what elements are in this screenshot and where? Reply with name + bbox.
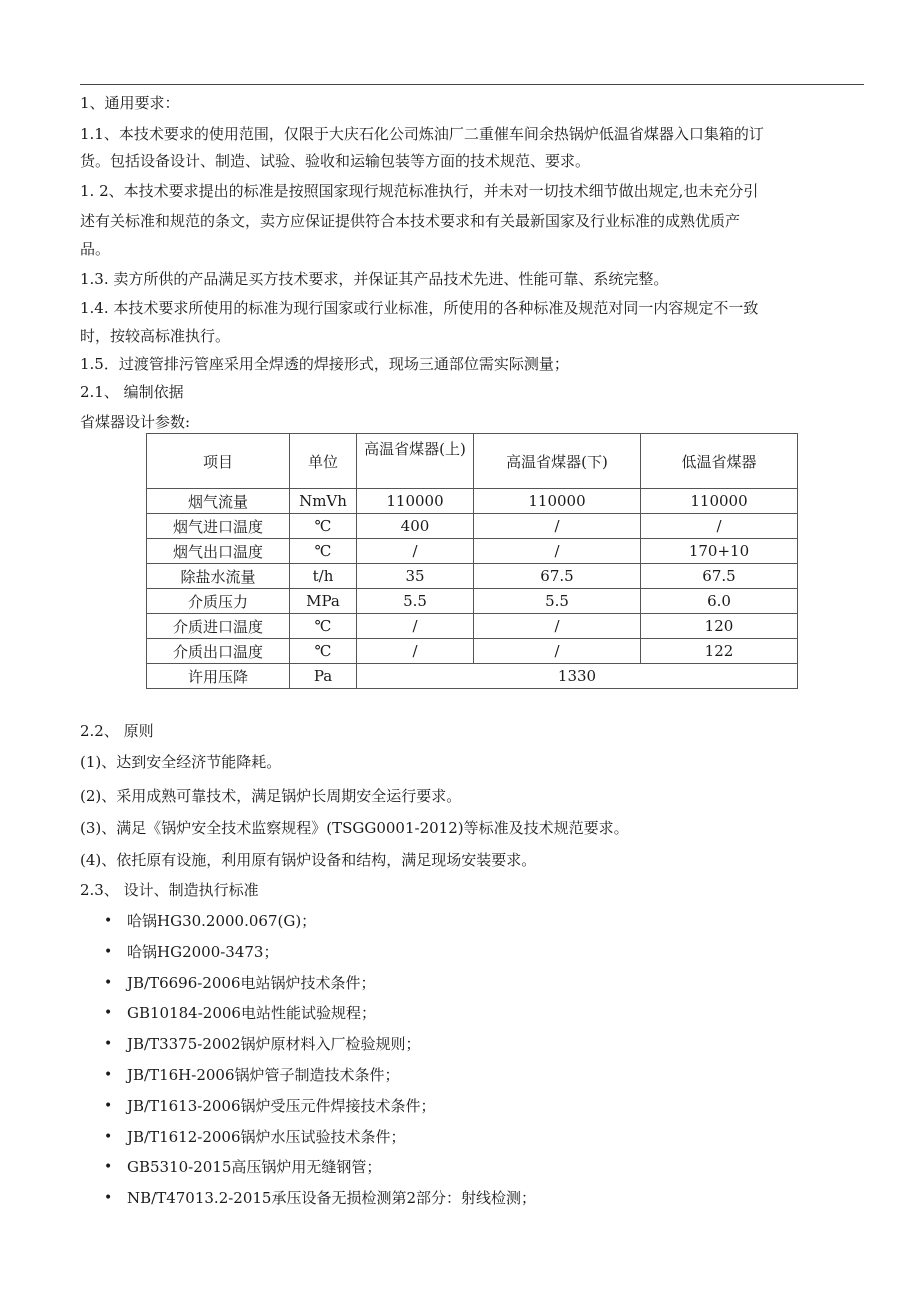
table-cell: / bbox=[357, 639, 474, 664]
list-item: • JB/T16H-2006锅炉管子制造技术条件； bbox=[100, 1060, 536, 1091]
principle-4: (4)、依托原有设施，利用原有锅炉设备和结构，满足现场安装要求。 bbox=[80, 851, 537, 869]
table-cell: 67.5 bbox=[641, 564, 798, 589]
para-1-2-line-3: 品。 bbox=[80, 240, 111, 258]
table-row bbox=[147, 664, 798, 689]
table-cell: 5.5 bbox=[474, 589, 641, 614]
table-cell: 67.5 bbox=[474, 564, 641, 589]
table-cell: 烟气进口温度 bbox=[147, 514, 290, 539]
table-row bbox=[147, 589, 798, 614]
table-cell: 烟气出口温度 bbox=[147, 539, 290, 564]
table-header-row bbox=[147, 434, 798, 489]
header-cell: 单位 bbox=[290, 434, 357, 489]
para-1-1-line-1: 1.1、本技术要求的使用范围，仅限于大庆石化公司炼油厂二重催车间余热锅炉低温省煤器入口集箱的订 bbox=[80, 125, 764, 143]
list-item: • 哈锅HG30.2000.067(G)； bbox=[100, 906, 536, 937]
table-cell: 170+10 bbox=[641, 539, 798, 564]
table-cell: 122 bbox=[641, 639, 798, 664]
table-row bbox=[147, 489, 798, 514]
table-cell: / bbox=[474, 539, 641, 564]
table-row bbox=[147, 539, 798, 564]
header-cell: 低温省煤器 bbox=[641, 434, 798, 489]
table-cell: 介质压力 bbox=[147, 589, 290, 614]
section-2-2-heading: 2.2、 原则 bbox=[80, 722, 154, 740]
header-cell: 项目 bbox=[147, 434, 290, 489]
table-cell: ℃ bbox=[290, 514, 357, 539]
list-item: • NB/T47013.2-2015承压设备无损检测第2部分：射线检测； bbox=[100, 1183, 536, 1214]
table-cell: 介质出口温度 bbox=[147, 639, 290, 664]
section-1-heading: 1、通用要求： bbox=[80, 94, 180, 112]
header-cell: 高温省煤器(上) bbox=[357, 434, 474, 489]
table-cell: 6.0 bbox=[641, 589, 798, 614]
table-cell: 5.5 bbox=[357, 589, 474, 614]
table-cell: / bbox=[641, 514, 798, 539]
economizer-params-table bbox=[146, 433, 798, 689]
table-cell: t/h bbox=[290, 564, 357, 589]
standards-list bbox=[100, 906, 536, 1214]
table-row bbox=[147, 614, 798, 639]
table-cell: NmVh bbox=[290, 489, 357, 514]
table-cell: 35 bbox=[357, 564, 474, 589]
table-cell: / bbox=[474, 639, 641, 664]
header-cell: 高温省煤器(下) bbox=[474, 434, 641, 489]
list-item: • GB5310-2015高压锅炉用无缝钢管； bbox=[100, 1152, 536, 1183]
table-cell: 110000 bbox=[474, 489, 641, 514]
table-cell: / bbox=[474, 614, 641, 639]
para-1-5: 1.5．过渡管排污管座采用全焊透的焊接形式，现场三通部位需实际测量； bbox=[80, 355, 569, 373]
para-1-4-line-1: 1.4. 本技术要求所使用的标准为现行国家或行业标准，所使用的各种标准及规范对同一内容规定不一致 bbox=[80, 299, 759, 317]
para-1-3: 1.3. 卖方所供的产品满足买方技术要求，并保证其产品技术先进、性能可靠、系统完整。 bbox=[80, 270, 669, 288]
table-cell: 120 bbox=[641, 614, 798, 639]
table-cell: ℃ bbox=[290, 639, 357, 664]
table-cell: / bbox=[357, 614, 474, 639]
principle-2: (2)、采用成熟可靠技术，满足锅炉长周期安全运行要求。 bbox=[80, 787, 462, 805]
section-2-1-heading: 2.1、 编制依据 bbox=[80, 383, 184, 401]
para-1-2-line-1: 1. 2、本技术要求提出的标准是按照国家现行规范标准执行，并未对一切技术细节做出规定,也未充分引 bbox=[80, 182, 759, 200]
list-item: • 哈锅HG2000-3473； bbox=[100, 937, 536, 968]
table-row bbox=[147, 564, 798, 589]
table-cell: ℃ bbox=[290, 614, 357, 639]
table-cell: 1330 bbox=[357, 664, 798, 689]
table-cell: 烟气流量 bbox=[147, 489, 290, 514]
table-cell: 400 bbox=[357, 514, 474, 539]
table-cell: 许用压降 bbox=[147, 664, 290, 689]
list-item: • JB/T3375-2002锅炉原材料入厂检验规则； bbox=[100, 1029, 536, 1060]
header-rule bbox=[80, 84, 864, 85]
principle-3: (3)、满足《锅炉安全技术监察规程》(TSGG0001-2012)等标准及技术规范要求。 bbox=[80, 819, 629, 837]
section-2-3-heading: 2.3、 设计、制造执行标准 bbox=[80, 881, 259, 899]
list-item: • JB/T1612-2006锅炉水压试验技术条件； bbox=[100, 1122, 536, 1153]
table-row bbox=[147, 639, 798, 664]
table-cell: 110000 bbox=[357, 489, 474, 514]
principle-1: (1)、达到安全经济节能降耗。 bbox=[80, 753, 282, 771]
list-item: • GB10184-2006电站性能试验规程； bbox=[100, 998, 536, 1029]
table-caption: 省煤器设计参数: bbox=[80, 413, 191, 431]
table-cell: 介质进口温度 bbox=[147, 614, 290, 639]
table-cell: Pa bbox=[290, 664, 357, 689]
table-cell: ℃ bbox=[290, 539, 357, 564]
para-1-2-line-2: 述有关标准和规范的条文，卖方应保证提供符合本技术要求和有关最新国家及行业标准的成熟优质产 bbox=[80, 212, 741, 230]
list-item: • JB/T6696-2006电站锅炉技术条件； bbox=[100, 968, 536, 999]
table-cell: / bbox=[357, 539, 474, 564]
table-cell: 110000 bbox=[641, 489, 798, 514]
table-cell: / bbox=[474, 514, 641, 539]
table-cell: 除盐水流量 bbox=[147, 564, 290, 589]
table-row bbox=[147, 514, 798, 539]
list-item: • JB/T1613-2006锅炉受压元件焊接技术条件； bbox=[100, 1091, 536, 1122]
para-1-1-line-2: 货。包括设备设计、制造、试验、验收和运输包装等方面的技术规范、要求。 bbox=[80, 152, 591, 170]
table-cell: MPa bbox=[290, 589, 357, 614]
para-1-4-line-2: 时，按较高标准执行。 bbox=[80, 327, 231, 345]
